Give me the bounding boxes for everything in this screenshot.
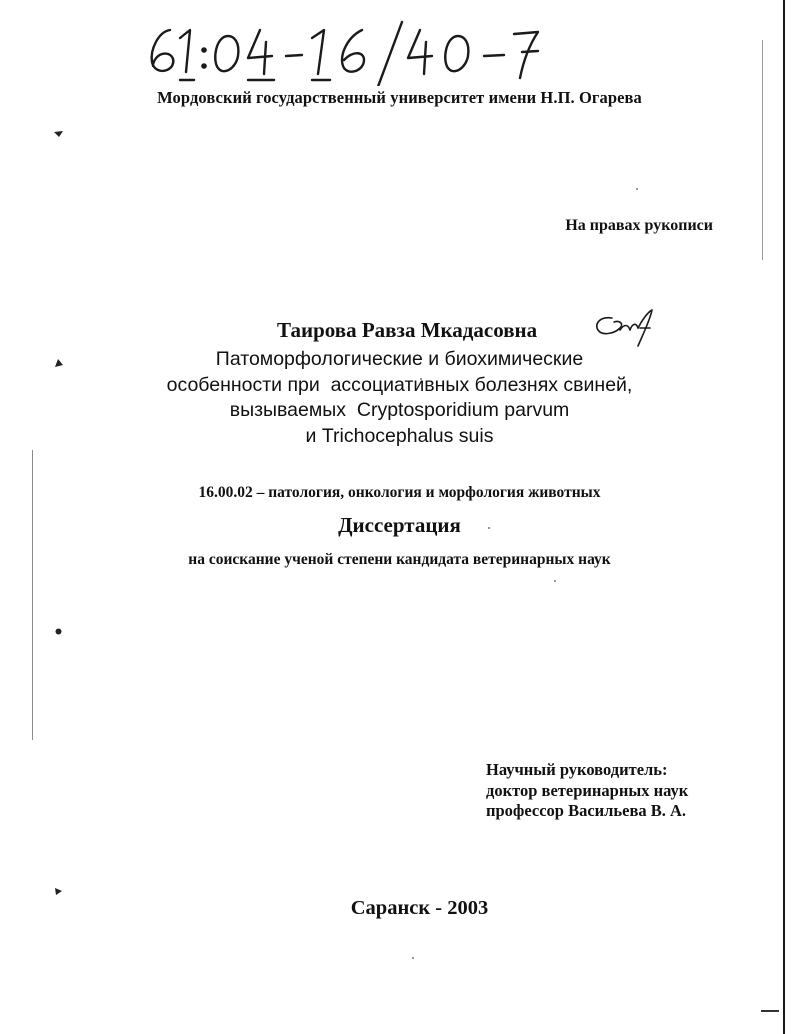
scan-bottom-mark <box>761 1010 779 1012</box>
title-line: и Trichocephalus suis <box>305 424 494 447</box>
rights-note: На правах рукописи <box>565 217 713 234</box>
author-name: Таирова Равза Мкадасовна <box>277 318 538 342</box>
scan-speck <box>554 580 556 582</box>
degree-line: на соискание ученой степени кандидата ветеринарных наук <box>188 551 611 568</box>
scan-speck <box>412 957 414 959</box>
author-signature <box>590 308 660 348</box>
margin-mark-3 <box>54 627 63 636</box>
title-line: вызываемых Cryptosporidium parvum <box>229 399 570 421</box>
dissertation-title <box>0 347 799 449</box>
scan-speck <box>636 188 638 190</box>
document-type: Диссертация <box>338 513 461 537</box>
title-line: особенности при ассоциативных болезнях свиней, <box>166 373 633 396</box>
archive-code-handwritten <box>140 16 560 86</box>
title-line: Патоморфологические и биохимические <box>215 348 584 370</box>
supervisor-block <box>486 760 688 822</box>
supervisor-label: Научный руководитель: <box>486 760 668 779</box>
scan-inner-line <box>762 40 763 260</box>
specialty-code: 16.00.02 – патология, онкология и морфология животных <box>198 484 601 501</box>
supervisor-degree: доктор ветеринарных наук <box>486 780 689 800</box>
city-year: Саранск - 2003 <box>350 897 489 919</box>
university-name: Мордовский государственный университет имени Н.П. Огарева <box>157 88 642 107</box>
margin-mark-1 <box>54 128 63 137</box>
margin-mark-4 <box>54 887 63 896</box>
supervisor-name: профессор Васильева В. А. <box>486 801 687 820</box>
